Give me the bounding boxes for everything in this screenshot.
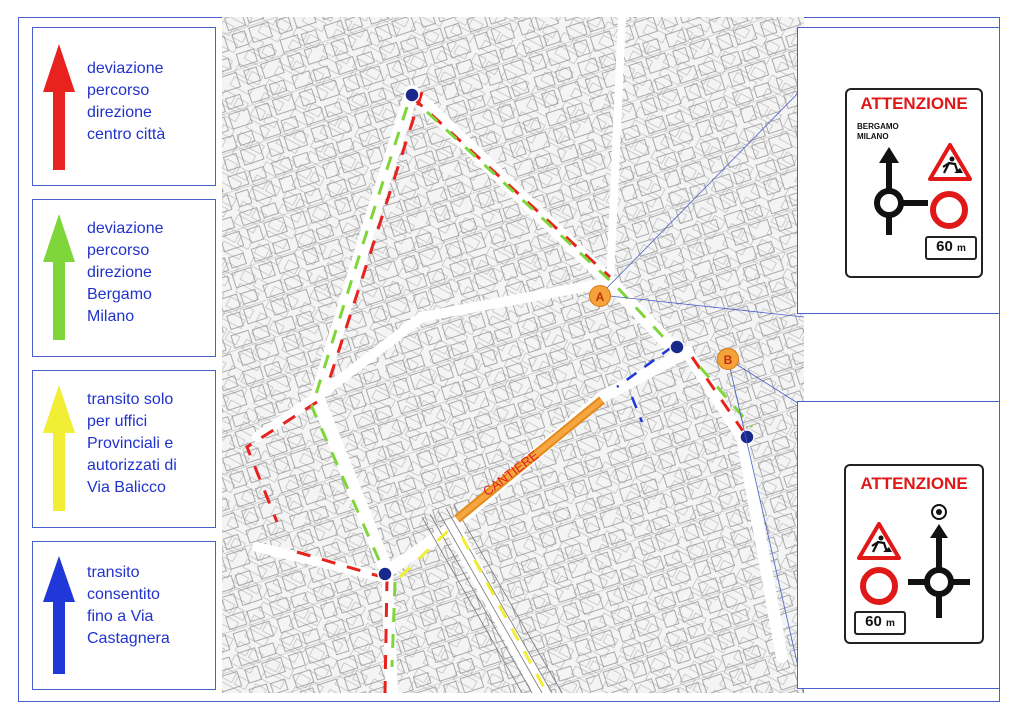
legend-green-line-2: percorso: [87, 242, 150, 259]
legend-yellow-line-5: Via Balicco: [87, 479, 166, 496]
legend-blue-line-1: transito: [87, 564, 140, 581]
blue-arrow-icon: [39, 552, 79, 682]
map-marker-a[interactable]: A: [589, 285, 611, 307]
cartello-b-no-entry-icon: [859, 566, 899, 606]
legend-green-detour: [32, 199, 216, 357]
cartello-b-distance-unit: m: [885, 618, 895, 629]
legend-green-line-5: Milano: [87, 308, 135, 325]
yellow-arrow-icon: [39, 381, 79, 521]
legend-yellow-line-1: transito solo: [87, 391, 174, 408]
cartello-b-distance: [854, 611, 906, 635]
green-arrow-icon: [39, 210, 79, 350]
legend-red-line-1: deviazione: [87, 60, 164, 77]
legend-red-line-3: direzione: [87, 104, 152, 121]
cartello-b-panel: [797, 401, 1000, 689]
cartello-a-destination-line2: MILANO: [857, 132, 889, 141]
cartello-a-roadworks-icon: [927, 142, 973, 182]
cartello-a-sign: [845, 88, 983, 278]
legend-green-line-3: direzione: [87, 264, 152, 281]
red-arrow-icon: [39, 40, 79, 180]
legend-blue-line-2: consentito: [87, 586, 160, 603]
legend-blue-line-3: fino a Via: [87, 608, 154, 625]
cartello-b-roundabout-icon: [904, 500, 974, 640]
cartello-a-no-entry-icon: [929, 190, 969, 230]
legend-red-detour: [32, 27, 216, 186]
legend-yellow-line-3: Provinciali e: [87, 435, 174, 452]
cartello-a-sign-header: ATTENZIONE: [860, 94, 968, 113]
cartello-b-sign: [844, 464, 984, 644]
map-marker-b[interactable]: B: [717, 348, 739, 370]
legend-green-line-4: Bergamo: [87, 286, 152, 303]
legend-yellow-transit: [32, 370, 216, 528]
legend-green-line-1: deviazione: [87, 220, 164, 237]
legend-red-line-2: percorso: [87, 82, 150, 99]
cartello-b-sign-header: ATTENZIONE: [860, 474, 968, 493]
legend-blue-line-4: Castagnera: [87, 630, 170, 647]
cartello-a-distance-number: 60: [936, 238, 953, 255]
cartello-b-distance-number: 60: [865, 613, 882, 630]
cartello-a-destination-line1: BERGAMO: [857, 122, 899, 131]
cartello-a-destination: [857, 122, 899, 142]
legend-yellow-line-2: per uffici: [87, 413, 148, 430]
legend-yellow-line-4: autorizzati di: [87, 457, 177, 474]
legend-blue-transit: [32, 541, 216, 690]
legend-red-line-4: centro città: [87, 126, 166, 143]
street-map: [222, 17, 804, 693]
cartello-a-panel: [797, 27, 1000, 314]
cartello-a-distance-unit: m: [956, 243, 966, 254]
cartello-a-distance: [925, 236, 977, 260]
cartello-b-roadworks-icon: [856, 521, 902, 561]
cantiere-label: CANTIERE: [480, 447, 542, 499]
